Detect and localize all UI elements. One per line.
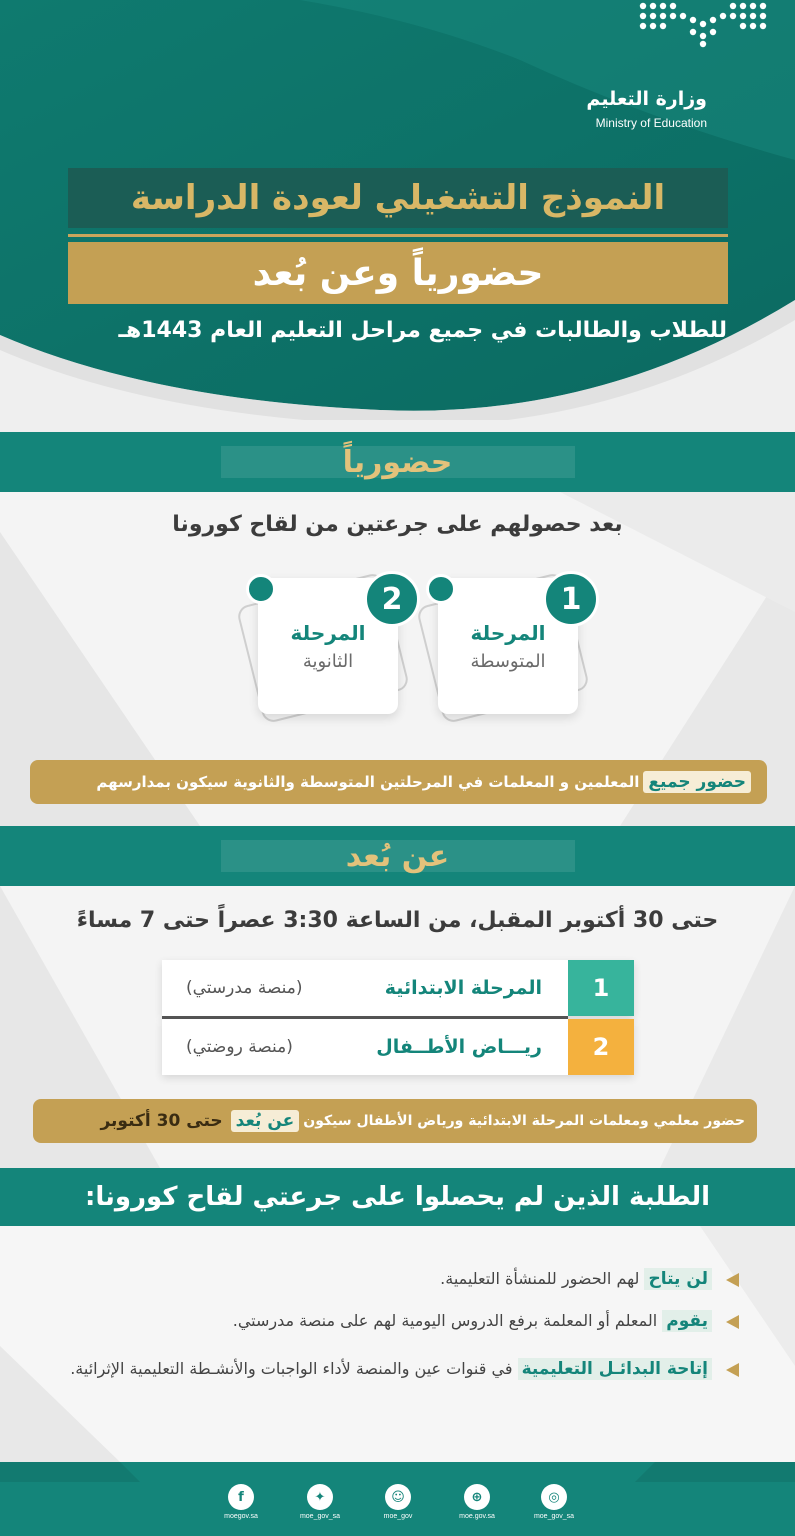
stage-1-dot (426, 574, 456, 604)
in-person-note (30, 760, 767, 804)
social-twitter-handle: moe_gov_sa (299, 1513, 341, 1520)
social-twitter[interactable] (300, 1484, 340, 1520)
social-facebook-handle: moegov.sa (224, 1513, 258, 1520)
main-title-box (68, 168, 728, 228)
social-snapchat-handle: moe_gov (383, 1513, 413, 1520)
remote-label: عن بُعد (221, 840, 575, 872)
unvaccinated-decoration (0, 1226, 795, 1462)
social-instagram[interactable] (534, 1484, 574, 1520)
remote-note-text: حضور معلمي ومعلمات المرحلة الابتدائية ورياض الأطفال سيكون (303, 1113, 745, 1129)
remote-row-2-name: ريـــاض الأطــفال (376, 1036, 542, 1058)
in-person-note-text: المعلمين و المعلمات في المرحلتين المتوسطة والثانوية سيكون بمدارسهم (96, 773, 640, 791)
ministry-name-arabic: وزارة التعليم (586, 88, 707, 110)
unvaccinated-item-3-keyword: إتاحة البدائـل التعليمية (518, 1358, 712, 1380)
social-snapchat[interactable] (378, 1484, 418, 1520)
stage-2-line2: الثانوية (302, 650, 354, 672)
unvaccinated-item-1-keyword: لن يتاح (644, 1268, 712, 1290)
stage-2-line1: المرحلة (290, 620, 366, 645)
remote-row-2-number: 2 (568, 1019, 634, 1075)
social-web-handle: moe.gov.sa (459, 1513, 495, 1520)
social-web[interactable] (457, 1484, 497, 1520)
unvaccinated-item-2 (39, 1310, 739, 1334)
in-person-note-highlight: حضور جميع (643, 771, 751, 793)
web-icon[interactable]: ⊕ (464, 1484, 490, 1510)
facebook-icon[interactable]: f (228, 1484, 254, 1510)
social-facebook[interactable] (221, 1484, 261, 1520)
remote-heading: حتى 30 أكتوبر المقبل، من الساعة 3:30 عصراً حتى 7 مساءً (76, 908, 719, 933)
ministry-logo-icon (637, 0, 769, 48)
remote-band (0, 826, 795, 886)
main-title: النموذج التشغيلي لعودة الدراسة (130, 178, 666, 218)
social-instagram-handle: moe_gov_sa (533, 1513, 575, 1520)
twitter-icon[interactable]: ✦ (307, 1484, 333, 1510)
subtitle: حضورياً وعن بُعد (252, 252, 544, 294)
instagram-icon[interactable]: ◎ (541, 1484, 567, 1510)
unvaccinated-item-3-text: في قنوات عين والمنصة لأداء الواجبات والأنشـطة التعليمية الإثرائية. (70, 1359, 513, 1378)
unvaccinated-item-3 (39, 1352, 739, 1388)
stage-2-dot (246, 574, 276, 604)
remote-note-highlight: عن بُعد (231, 1110, 300, 1132)
stage-1-number: 1 (543, 571, 599, 627)
stage-1-line2: المتوسطة (470, 650, 546, 672)
title-divider (68, 234, 728, 237)
remote-row-1-platform: (منصة مدرستي) (186, 978, 303, 998)
in-person-label: حضورياً (221, 446, 575, 478)
stage-2-number: 2 (364, 571, 420, 627)
stage-1-line1: المرحلة (470, 620, 546, 645)
unvaccinated-heading: الطلبة الذين لم يحصلوا على جرعتي لقاح كورونا: (84, 1182, 711, 1212)
in-person-band (0, 432, 795, 492)
remote-note-end: حتى 30 أكتوبر (100, 1111, 223, 1131)
subtitle-box (68, 242, 728, 304)
tagline: للطلاب والطالبات في جميع مراحل التعليم العام 1443هـ (118, 318, 727, 343)
unvaccinated-band (0, 1168, 795, 1226)
remote-row-1-number: 1 (568, 960, 634, 1016)
unvaccinated-item-1-text: لهم الحضور للمنشأة التعليمية. (440, 1269, 640, 1288)
bullet-arrow-icon (726, 1273, 739, 1287)
ministry-name-english: Ministry of Education (595, 116, 707, 130)
remote-note (33, 1099, 757, 1143)
remote-row-2 (162, 1019, 634, 1075)
snapchat-icon[interactable]: ☺ (385, 1484, 411, 1510)
remote-row-1 (162, 960, 634, 1016)
remote-row-2-body (162, 1019, 568, 1075)
remote-row-1-body (162, 960, 568, 1016)
unvaccinated-item-2-keyword: يقوم (662, 1310, 712, 1332)
unvaccinated-section (0, 1226, 795, 1462)
in-person-heading: بعد حصولهم على جرعتين من لقاح كورونا (172, 512, 623, 537)
unvaccinated-item-2-text: المعلم أو المعلمة برفع الدروس اليومية لهم على منصة مدرستي. (232, 1311, 658, 1330)
bullet-arrow-icon (726, 1315, 739, 1329)
unvaccinated-item-1 (39, 1268, 739, 1292)
remote-row-1-name: المرحلة الابتدائية (384, 977, 542, 999)
remote-row-2-platform: (منصة روضتي) (186, 1037, 293, 1057)
bullet-arrow-icon (726, 1363, 739, 1377)
